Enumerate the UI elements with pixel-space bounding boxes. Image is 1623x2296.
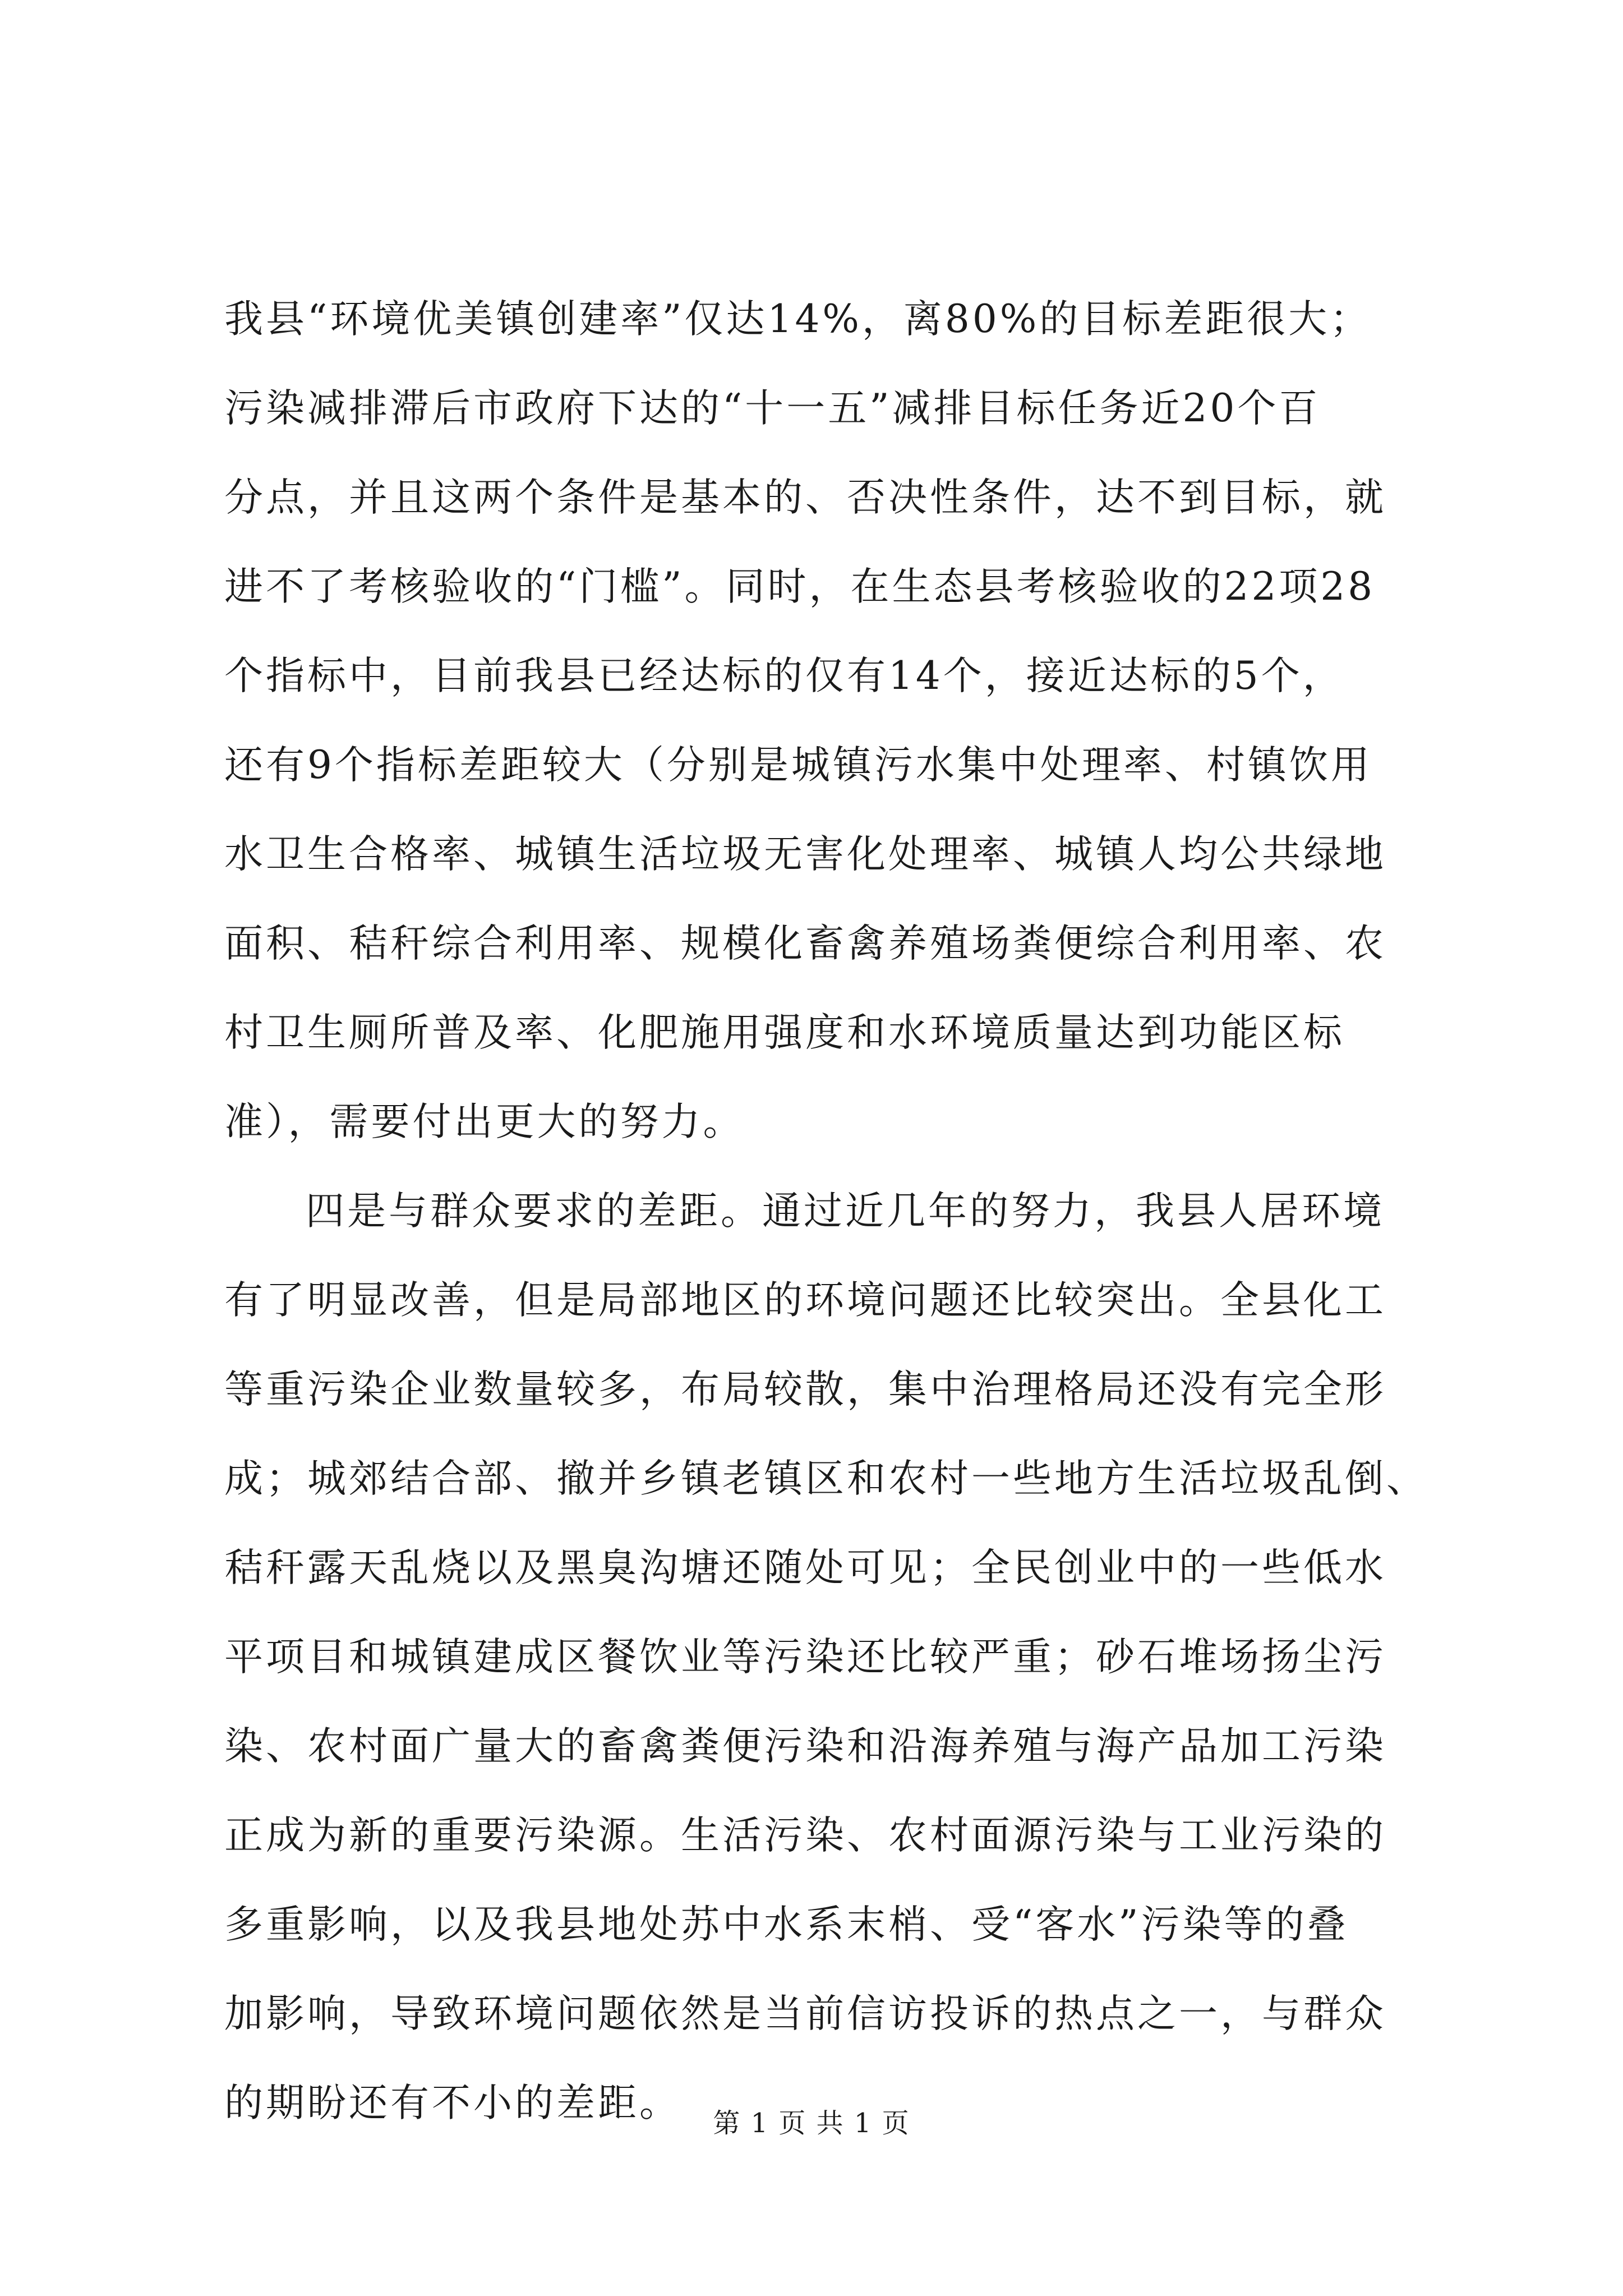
text-line: 进不了考核验收的“门槛”。同时，在生态县考核验收的22项28: [224, 564, 1376, 609]
text-line: 我县“环境优美镇创建率”仅达14%，离80%的目标差距很大；: [224, 297, 1372, 342]
body-text: [224, 275, 1428, 2148]
text-line: 有了明显改善，但是局部地区的环境问题还比较突出。全县化工: [224, 1278, 1386, 1323]
text-line: 准），需要付出更大的努力。: [224, 1099, 745, 1144]
text-line: 等重污染企业数量较多，布局较散，集中治理格局还没有完全形: [224, 1367, 1386, 1412]
text-line: 秸秆露天乱烧以及黑臭沟塘还随处可见；全民创业中的一些低水: [224, 1545, 1386, 1590]
text-line: 还有9个指标差距较大（分别是城镇污水集中处理率、村镇饮用: [224, 743, 1372, 788]
text-line: 多重影响，以及我县地处苏中水系末梢、受“客水”污染等的叠: [224, 1902, 1349, 1947]
page-footer: [0, 2106, 1623, 2140]
text-line: 正成为新的重要污染源。生活污染、农村面源污染与工业污染的: [224, 1813, 1386, 1858]
page-number-label: 第 1 页 共 1 页: [713, 2108, 910, 2139]
text-line: 加影响，导致环境问题依然是当前信访投诉的热点之一，与群众: [224, 1991, 1386, 2036]
text-line: 污染减排滞后市政府下达的“十一五”减排目标任务近20个百: [224, 386, 1321, 431]
text-line: 的期盼还有不小的差距。: [224, 2081, 681, 2125]
text-line: 水卫生合格率、城镇生活垃圾无害化处理率、城镇人均公共绿地: [224, 832, 1386, 877]
text-line: 成；城郊结合部、撤并乡镇老镇区和农村一些地方生活垃圾乱倒、: [224, 1456, 1428, 1501]
text-line: 分点，并且这两个条件是基本的、否决性条件，达不到目标，就: [224, 475, 1386, 520]
text-line: 个指标中，目前我县已经达标的仅有14个，接近达标的5个，: [224, 654, 1344, 698]
text-line: 村卫生厕所普及率、化肥施用强度和水环境质量达到功能区标: [224, 1010, 1345, 1055]
paragraph-first-line: 四是与群众要求的差距。通过近几年的努力，我县人居环境: [306, 1189, 1385, 1234]
text-line: 染、农村面广量大的畜禽粪便污染和沿海养殖与海产品加工污染: [224, 1724, 1386, 1769]
text-line: 平项目和城镇建成区餐饮业等污染还比较严重；砂石堆场扬尘污: [224, 1635, 1386, 1680]
text-line: 面积、秸秆综合利用率、规模化畜禽养殖场粪便综合利用率、农: [224, 921, 1386, 966]
